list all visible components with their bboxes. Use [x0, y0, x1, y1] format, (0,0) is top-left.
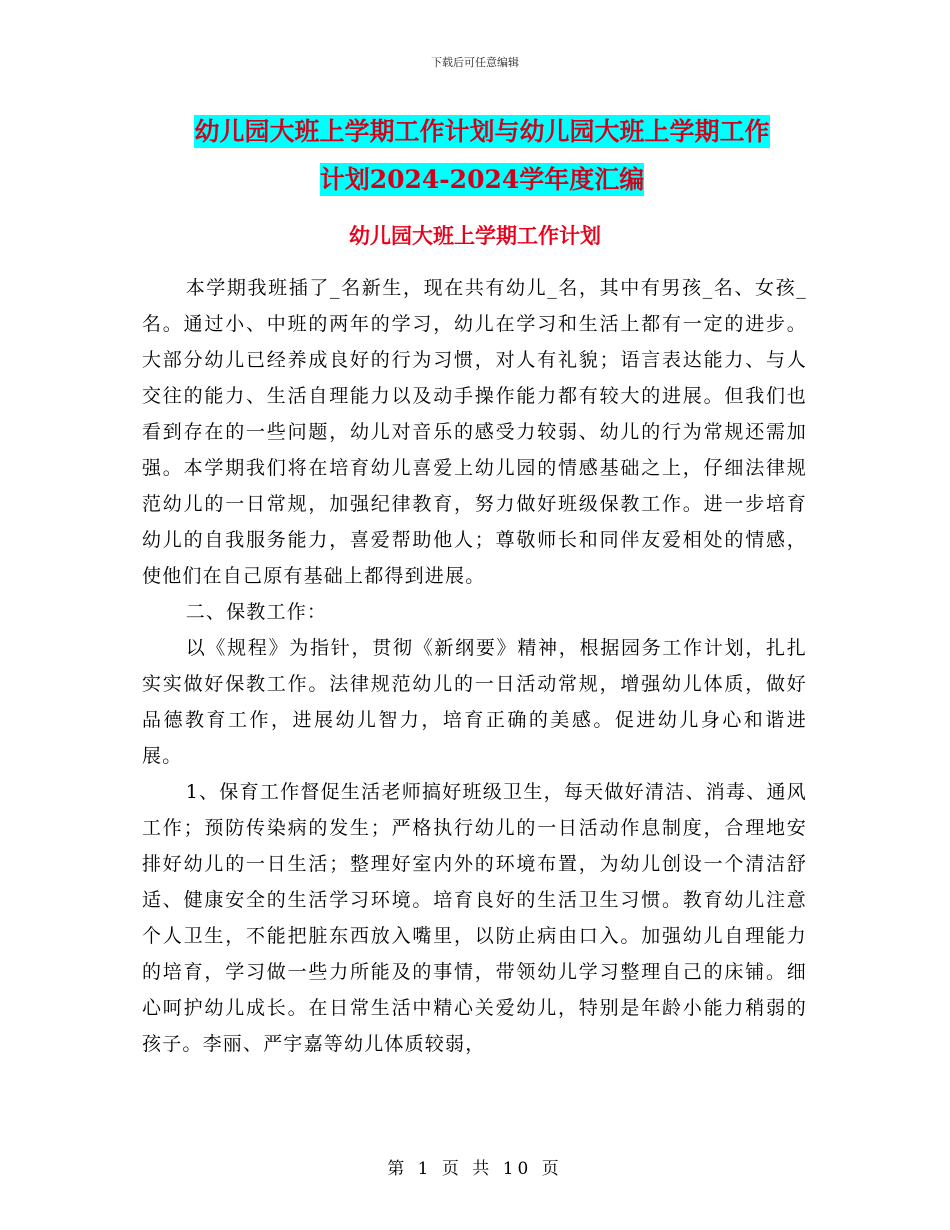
section-title: 幼儿园大班上学期工作计划: [349, 223, 601, 248]
body-text: [142, 270, 807, 1062]
document-title-line1: 幼儿园大班上学期工作计划与幼儿园大班上学期工作: [194, 117, 770, 146]
document-title: [142, 108, 822, 204]
paragraph-heading-care-education: 二、保教工作：: [185, 601, 328, 623]
document-title-line2: 计划2024-2024学年度汇编: [319, 165, 645, 194]
page-footer: 第 1 页 共 10 页: [387, 1159, 563, 1179]
header-note: 下载后可任意编辑: [431, 56, 519, 69]
paragraph-guidelines: 以《规程》为指针，贯彻《新纲要》精神，根据园务工作计划，扎扎实实做好保教工作。法律规范幼儿的一日活动常规，增强幼儿体质，做好品德教育工作，进展幼儿智力，培育正确的美感。促进幼儿身心和谐进展。: [142, 637, 807, 767]
paragraph-childcare-work: 1、保育工作督促生活老师搞好班级卫生，每天做好清洁、消毒、通风工作；预防传染病的发生；严格执行幼儿的一日活动作息制度，合理地安排好幼儿的一日生活；整理好室内外的环境布置，为幼儿创设一个清洁舒适、健康安全的生活学习环境。培育良好的生活卫生习惯。教育幼儿注意个人卫生，不能把脏东西放入嘴里，以防止病由口入。加强幼儿自理能力的培育，学习做一些力所能及的事情，带领幼儿学习整理自己的床铺。细心呵护幼儿成长。在日常生活中精心关爱幼儿，特别是年龄小能力稍弱的孩子。李丽、严宇嘉等幼儿体质较弱，: [142, 781, 807, 1055]
paragraph-intro: 本学期我班插了_名新生，现在共有幼儿_名，其中有男孩_名、女孩_名。通过小、中班的两年的学习，幼儿在学习和生活上都有一定的进步。大部分幼儿已经养成良好的行为习惯，对人有礼貌；语言表达能力、与人交往的能力、生活自理能力以及动手操作能力都有较大的进展。但我们也看到存在的一些问题，幼儿对音乐的感受力较弱、幼儿的行为常规还需加强。本学期我们将在培育幼儿喜爱上幼儿园的情感基础之上，仔细法律规范幼儿的一日常规，加强纪律教育，努力做好班级保教工作。进一步培育幼儿的自我服务能力，喜爱帮助他人；尊敬师长和同伴友爱相处的情感，使他们在自己原有基础上都得到进展。: [142, 277, 807, 587]
